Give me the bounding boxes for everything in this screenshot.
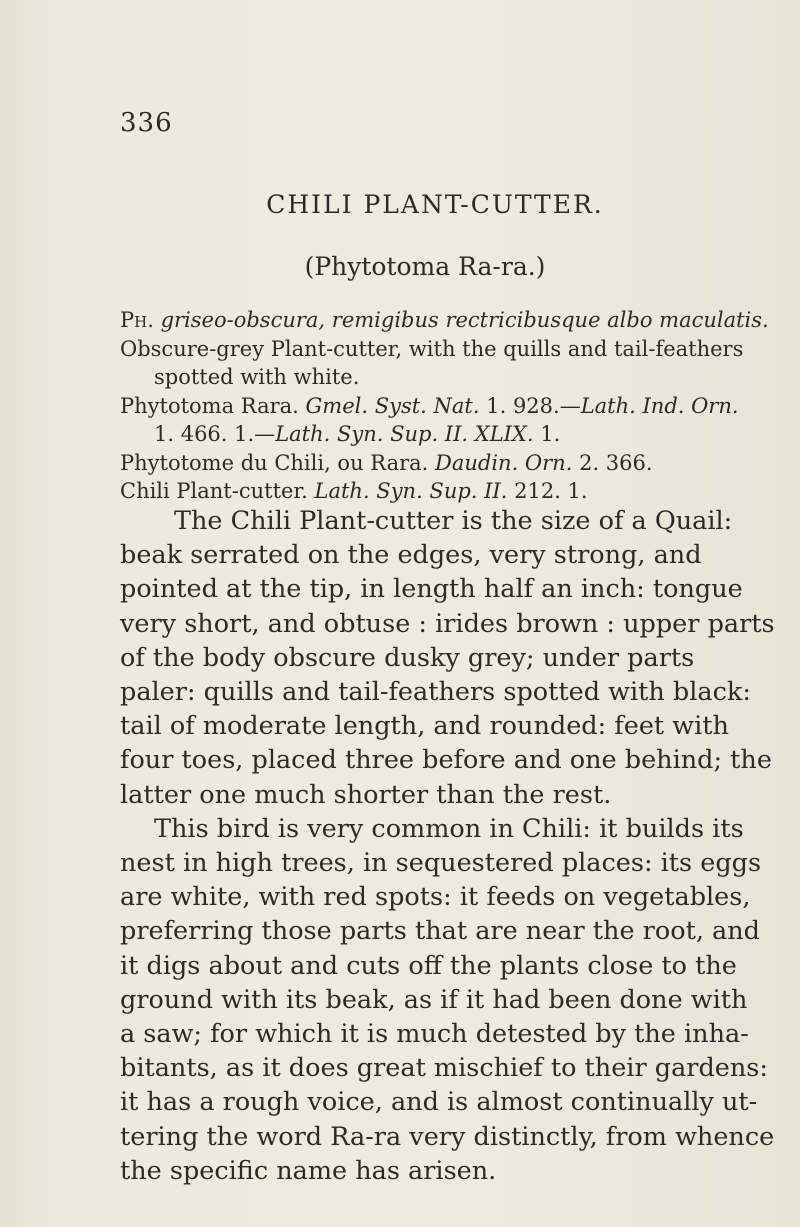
english-diagnosis: Obscure-grey Plant-cutter, with the quills and tail-feathers [120,336,744,361]
synonymy-block [120,306,769,506]
synonym-gmelin-cont [120,420,686,449]
citation-author: Lath. Syn. Sup. II. [314,479,508,503]
diagnosis-line [120,306,769,335]
text-line: latter one much shorter than the rest. [120,779,612,810]
text-line: The Chili Plant-cutter is the size of a Quail: [174,506,733,536]
synonym-name: Phytotoma Rara. [120,393,299,418]
description-text [120,504,775,1188]
text-line: tail of moderate length, and rounded: feet with [120,711,729,742]
citation-ref: 1. [540,422,561,446]
synonym-gmelin [120,392,739,421]
text-line: very short, and obtuse : irides brown : upper parts [120,608,775,639]
text-line: of the body obscure dusky grey; under parts [120,642,695,673]
text-line: nest in high trees, in sequestered places: its eggs [120,848,762,879]
synonym-latham [120,477,686,506]
text-line: a saw; for which it is much detested by the inha- [120,1019,749,1050]
citation-ref: 1. 928.— [486,393,581,418]
text-line: it has a rough voice, and is almost continually ut- [120,1087,758,1118]
citation-author: Lath. Syn. Sup. II. XLIX. [275,422,534,446]
text-line: four toes, placed three before and one behind; the [120,745,772,776]
text-line: are white, with red spots: it feeds on vegetables, [120,882,751,913]
synonym-name: Phytotome du Chili, ou Rara. [120,450,429,475]
citation-author: Daudin. Orn. [435,450,573,475]
page-title: CHILI PLANT-CUTTER. [266,190,604,219]
english-diagnosis-cont: spotted with white. [154,365,360,389]
citation-ref: 1. 466. 1.— [154,422,276,446]
text-line: This bird is very common in Chili: it builds its [154,813,744,844]
citation-author: Gmel. Syst. Nat. [305,393,480,418]
text-line: ground with its beak, as if it had been done with [120,984,748,1015]
text-line: bitants, as it does great mischief to their gardens: [120,1053,768,1084]
text-line: the specific name has arisen. [120,1155,497,1186]
text-line: tering the word Ra-ra very distinctly, from whence [120,1121,775,1152]
synonym-daudin [120,449,686,478]
synonym-name: Chili Plant-cutter. [120,479,308,503]
page-number: 336 [120,108,173,138]
text-line: paler: quills and tail-feathers spotted with black: [120,677,751,708]
text-line: preferring those parts that are near the root, and [120,916,760,947]
diagnosis-text: griseo-obscura, remigibus rectricibusque albo maculatis. [160,308,769,332]
text-line: pointed at the tip, in length half an inch: tongue [120,574,743,605]
page-subtitle: (Phytotoma Ra-ra.) [304,252,546,281]
text-line: beak serrated on the edges, very strong, and [120,540,702,571]
citation-ref: 2. 366. [579,450,653,475]
diagnosis-label: Ph. [120,308,154,332]
text-line: it digs about and cuts off the plants close to the [120,950,737,981]
citation-ref: 212. 1. [514,479,588,503]
citation-author: Lath. Ind. Orn. [580,393,739,418]
